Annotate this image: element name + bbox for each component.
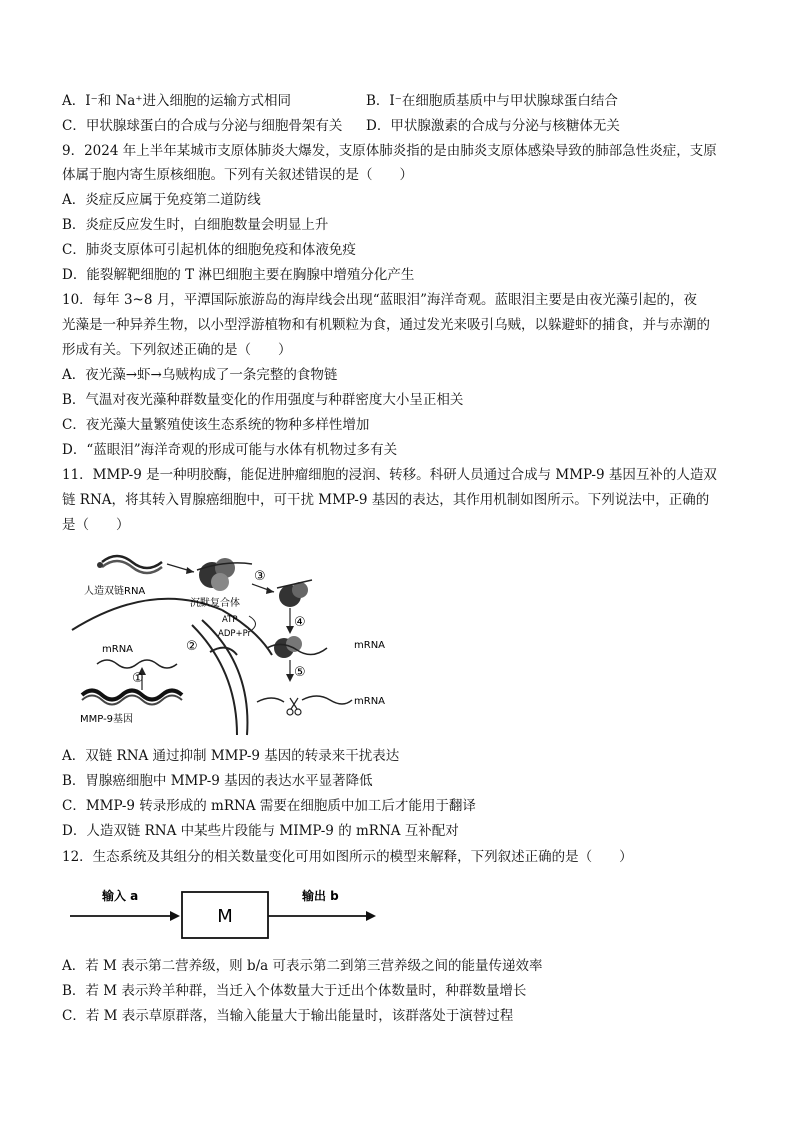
q9-option-d: D．能裂解靶细胞的 T 淋巴细胞主要在胸腺中增殖分化产生 xyxy=(62,267,415,283)
step-4-marker: ④ xyxy=(294,615,306,630)
q12-option-b: B．若 M 表示羚羊种群，当迁入个体数量大于迁出个体数量时，种群数量增长 xyxy=(62,983,527,999)
q10-option-b: B．气温对夜光藻种群数量变化的作用强度与种群密度大小呈正相关 xyxy=(62,392,464,408)
step-2-marker: ② xyxy=(186,639,198,654)
q11-stem-line2: 链 RNA，将其转入胃腺癌细胞中，可干扰 MMP-9 基因的表达，其作用机制如图所示。下列说法中，正确的 xyxy=(62,492,710,508)
input-output-model-diagram xyxy=(62,878,392,948)
q10-stem-line1: 10．每年 3~8 月，平潭国际旅游岛的海岸线会出现“蓝眼泪”海洋奇观。蓝眼泪主要是由夜光藻引起的，夜 xyxy=(62,292,698,308)
q9-option-c: C．肺炎支原体可引起机体的细胞免疫和体液免疫 xyxy=(62,242,356,258)
silencing-complex xyxy=(197,558,252,591)
step-3-marker: ③ xyxy=(254,569,266,584)
q8-option-a: A．I⁻和 Na⁺进入细胞的运输方式相同 xyxy=(62,93,291,109)
step-5-marker: ⑤ xyxy=(294,665,306,680)
output-label: 输出 b xyxy=(302,889,339,903)
q11-option-c: C．MMP-9 转录形成的 mRNA 需要在细胞质中加工后才能用于翻译 xyxy=(62,798,476,814)
input-label: 输入 a xyxy=(102,889,139,903)
complex-binding-mrna xyxy=(267,636,327,658)
q8-option-b: B．I⁻在细胞质基质中与甲状腺球蛋白结合 xyxy=(366,93,618,109)
q12-option-c: C．若 M 表示草原群落，当输入能量大于输出能量时，该群落处于演替过程 xyxy=(62,1008,514,1024)
q11-stem-line1: 11．MMP-9 是一种明胶酶，能促进肿瘤细胞的浸润、转移。科研人员通过合成与 MMP-9 基因互补的人造双 xyxy=(62,467,717,483)
mmp9-gene-dna xyxy=(82,691,182,705)
q11-option-d: D．人造双链 RNA 中某些片段能与 MIMP-9 的 mRNA 互补配对 xyxy=(62,823,459,839)
rna-interference-diagram xyxy=(62,540,442,740)
q10-stem-line3: 形成有关。下列叙述正确的是（ ） xyxy=(62,342,292,358)
nuclear-envelope-left xyxy=(192,625,237,735)
q10-stem-line2: 光藻是一种异养生物，以小型浮游植物和有机颗粒为食，通过发光来吸引乌贼，以躲避虾的捕食，并与赤潮的 xyxy=(62,317,710,333)
q12-stem: 12．生态系统及其组分的相关数量变化可用如图所示的模型来解释，下列叙述正确的是（ ） xyxy=(62,849,633,865)
q9-option-a: A．炎症反应属于免疫第二道防线 xyxy=(62,192,261,208)
cleaved-mrna-left xyxy=(257,698,284,702)
dsrna-strand xyxy=(97,556,162,573)
step-1-marker: ① xyxy=(132,671,144,686)
mrna-right-label-2: mRNA xyxy=(354,696,386,707)
mrna-transcript xyxy=(97,660,177,668)
mrna-right-label-1: mRNA xyxy=(354,640,386,651)
q10-option-d: D．“蓝眼泪”海洋奇观的形成可能与水体有机物过多有关 xyxy=(62,442,398,458)
activated-complex xyxy=(277,580,312,607)
mmp9-gene-label: MMP-9基因 xyxy=(80,714,134,725)
scissors-icon xyxy=(287,698,301,715)
mrna-left-label: mRNA xyxy=(102,644,134,655)
q9-stem-line1: 9．2024 年上半年某城市支原体肺炎大爆发，支原体肺炎指的是由肺炎支原体感染导致的肺部急性炎症，支原 xyxy=(62,143,717,159)
q10-option-c: C．夜光藻大量繁殖使该生态系统的物种多样性增加 xyxy=(62,417,370,433)
q12-option-a: A．若 M 表示第二营养级，则 b/a 可表示第二到第三营养级之间的能量传递效率 xyxy=(62,958,543,974)
q9-stem-line2: 体属于胞内寄生原核细胞。下列有关叙述错误的是（ ） xyxy=(62,167,413,183)
silencing-complex-label: 沉默复合体 xyxy=(190,598,240,609)
atp-label: ATP xyxy=(222,615,238,625)
q10-option-a: A．夜光藻→虾→乌贼构成了一条完整的食物链 xyxy=(62,367,338,383)
cleaved-mrna-right xyxy=(302,696,352,704)
adp-label: ADP+Pi xyxy=(218,629,250,639)
q9-option-b: B．炎症反应发生时，白细胞数量会明显上升 xyxy=(62,217,329,233)
model-box-label: M xyxy=(217,906,233,927)
q11-option-a: A．双链 RNA 通过抑制 MMP-9 基因的转录来干扰表达 xyxy=(62,748,400,764)
q8-option-d: D．甲状腺激素的合成与分泌与核糖体无关 xyxy=(366,118,620,134)
q11-stem-line3: 是（ ） xyxy=(62,517,130,533)
q8-option-c: C．甲状腺球蛋白的合成与分泌与细胞骨架有关 xyxy=(62,118,343,134)
q11-option-b: B．胃腺癌细胞中 MMP-9 基因的表达水平显著降低 xyxy=(62,773,373,789)
dsrna-label: 人造双链RNA xyxy=(84,586,146,597)
